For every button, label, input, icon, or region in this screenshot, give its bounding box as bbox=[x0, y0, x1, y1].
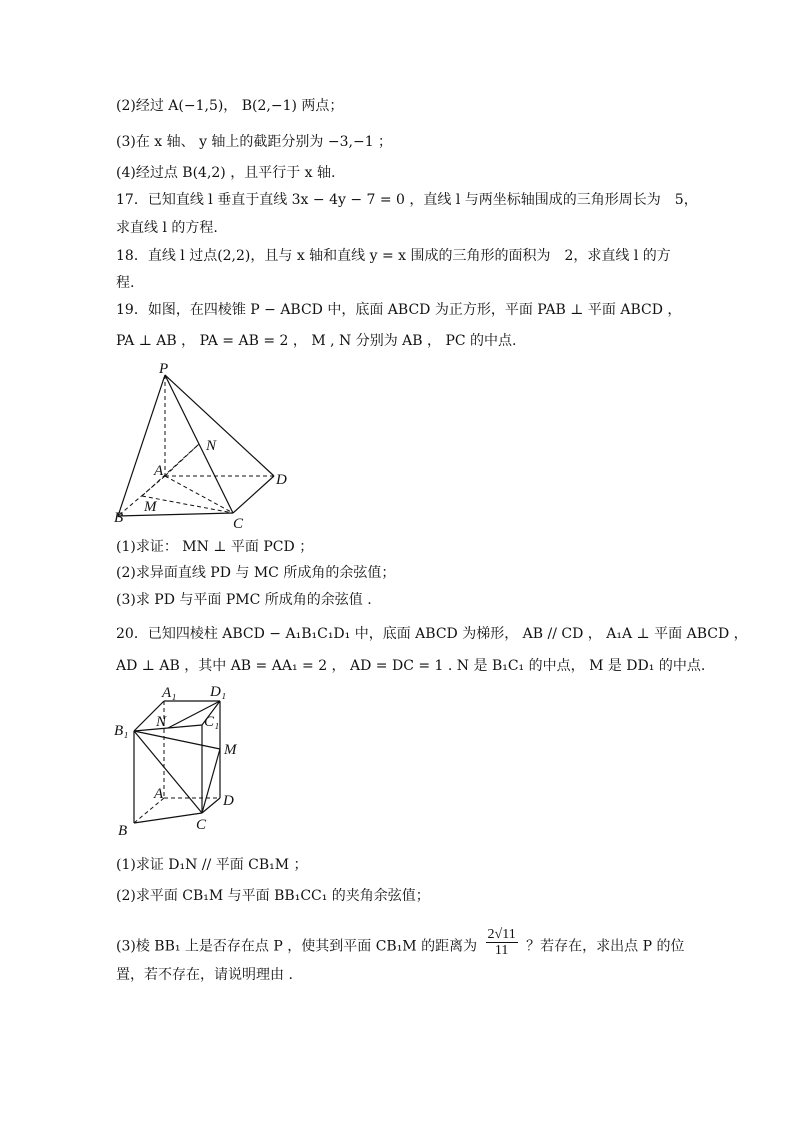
problem-20-question-2: (2)求平面 CB₁M 与平面 BB₁CC₁ 的夹角余弦值； bbox=[116, 888, 430, 904]
label-C: C bbox=[196, 817, 207, 833]
problem-19-question-3: (3)求 PD 与平面 PMC 所成角的余弦值 . bbox=[116, 592, 372, 608]
problem-20-question-1: (1)求证 D₁N // 平面 CB₁M ； bbox=[116, 857, 308, 873]
label-A: A bbox=[154, 786, 164, 802]
problem-19-question-2: (2)求异面直线 PD 与 MC 所成角的余弦值； bbox=[116, 565, 396, 581]
problem-20-line-1: 20．已知四棱柱 ABCD − A₁B₁C₁D₁ 中，底面 ABCD 为梯形， AB // CD ， A₁A ⊥ 平面 ABCD ， bbox=[116, 626, 748, 642]
edge-BC bbox=[118, 513, 233, 516]
problem-20-line-2: AD ⊥ AB ，其中 AB = AA₁ = 2 ， AD = DC = 1 . N 是 B₁C₁ 的中点， M 是 DD₁ 的中点. bbox=[116, 658, 706, 674]
label-N: N bbox=[156, 714, 167, 730]
edge-BC bbox=[134, 813, 202, 823]
edge-CD bbox=[233, 476, 274, 513]
distance-fraction bbox=[486, 927, 518, 958]
fraction-numerator: 2√11 bbox=[487, 927, 516, 942]
edge-AC bbox=[165, 476, 233, 513]
label-B: B bbox=[118, 823, 128, 838]
prism-figure bbox=[112, 683, 252, 838]
problem-17-line-1: 17．已知直线 l 垂直于直线 3x − 4y − 7 = 0 ，直线 l 与两坐标轴围成的三角形周长为 5， bbox=[116, 192, 698, 208]
problem-19-question-1: (1)求证： MN ⊥ 平面 PCD ； bbox=[116, 539, 314, 555]
label-M: M bbox=[224, 742, 237, 758]
problem-20-q3-suffix: ？若存在，求出点 P 的位 bbox=[526, 938, 685, 955]
pyramid-figure bbox=[108, 358, 298, 532]
problem-19-line-1: 19．如图，在四棱锥 P − ABCD 中，底面 ABCD 为正方形，平面 PAB ⊥ 平面 ABCD ， bbox=[116, 302, 682, 318]
label-B: B bbox=[114, 510, 124, 526]
label-D: D bbox=[223, 793, 234, 809]
label-C: C bbox=[233, 516, 244, 532]
problem-20-question-3-line-1 bbox=[116, 927, 685, 962]
problem-19-line-2: PA ⊥ AB ， PA = AB = 2 ， M , N 分别为 AB ， PC 的中点. bbox=[116, 333, 517, 349]
problem-17-line-2: 求直线 l 的方程. bbox=[116, 220, 218, 236]
problem-16-part-4: (4)经过点 B(4,2) ，且平行于 x 轴. bbox=[116, 165, 336, 181]
problem-20-question-3-line-2: 置，若不存在，请说明理由 . bbox=[116, 967, 293, 983]
edge-PB bbox=[118, 375, 165, 516]
label-C1: C₁ bbox=[204, 714, 220, 730]
problem-16-part-3: (3)在 x 轴、 y 轴上的截距分别为 −3,−1 ； bbox=[116, 134, 393, 150]
fraction-denominator: 11 bbox=[494, 943, 509, 958]
problem-16-part-2: (2)经过 A(−1,5)， B(2,−1) 两点； bbox=[116, 98, 344, 114]
label-M: M bbox=[144, 499, 157, 515]
label-D1: D₁ bbox=[210, 684, 227, 700]
problem-20-q3-prefix: (3)棱 BB₁ 上是否存在点 P ，使其到平面 CB₁M 的距离为 bbox=[116, 938, 478, 955]
problem-18-line-1: 18．直线 l 过点(2,2)，且与 x 轴和直线 y = x 围成的三角形的面积为 2，求直线 l 的方 bbox=[116, 248, 671, 264]
label-A: A bbox=[154, 463, 164, 479]
label-N: N bbox=[206, 438, 217, 454]
label-A1: A₁ bbox=[162, 685, 177, 701]
label-B1: B₁ bbox=[114, 723, 129, 739]
segment-CM bbox=[202, 749, 220, 813]
label-P: P bbox=[159, 361, 169, 377]
problem-18-line-2: 程. bbox=[116, 275, 135, 291]
label-D: D bbox=[276, 472, 287, 488]
